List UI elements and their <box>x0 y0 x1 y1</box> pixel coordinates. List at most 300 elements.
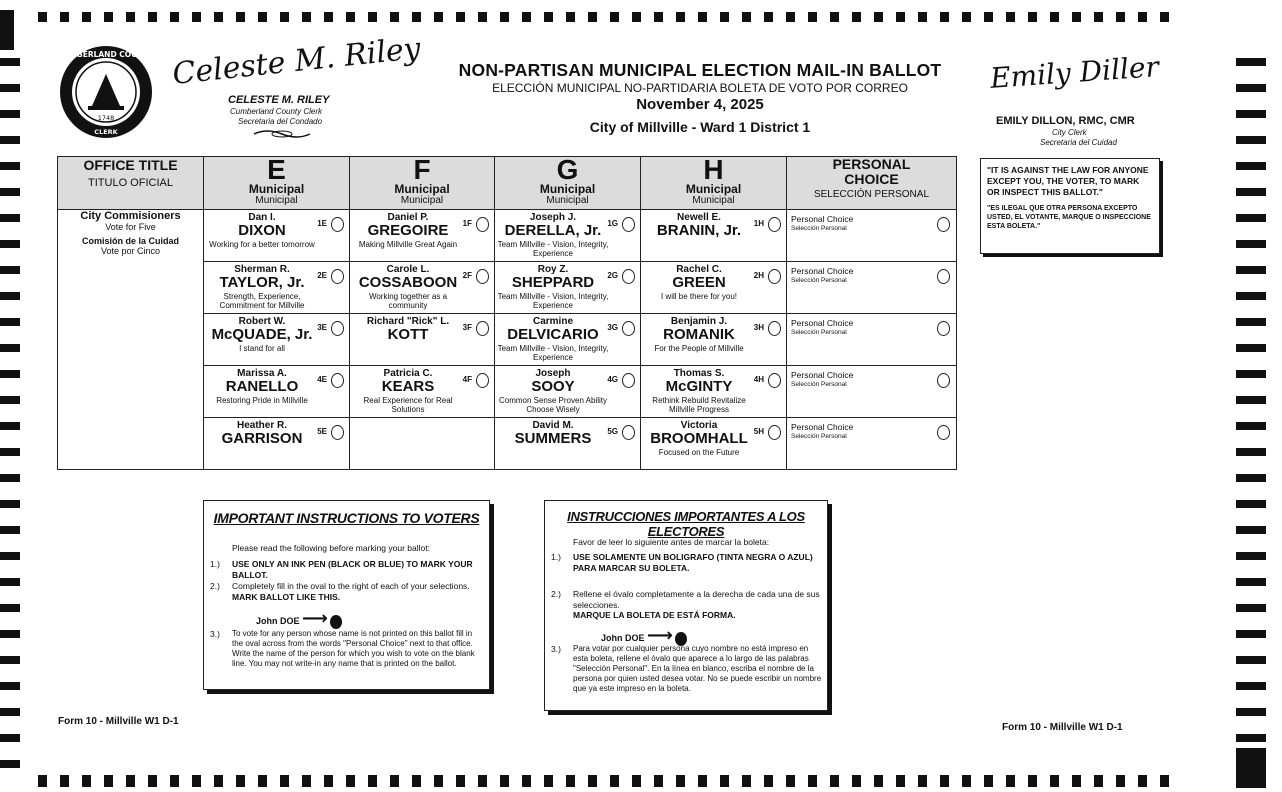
timing-mark <box>104 12 113 22</box>
timing-mark <box>302 775 311 787</box>
ballot-title-block <box>425 60 975 135</box>
timing-mark <box>170 12 179 22</box>
timing-mark <box>0 578 20 586</box>
timing-mark <box>456 775 465 787</box>
column-label-es: Municipal <box>546 195 589 206</box>
empty-cell <box>350 418 495 470</box>
timing-mark <box>1236 162 1266 170</box>
candidate-first-name: Daniel P. <box>387 212 429 223</box>
candidate-code: 5E <box>317 427 327 436</box>
instructions-title: IMPORTANT INSTRUCTIONS TO VOTERS <box>213 510 480 526</box>
ballot-subtitle-es: ELECCIÓN MUNICIPAL NO-PARTIDARIA BOLETA DE VOTO POR CORREO <box>492 81 908 95</box>
vote-oval[interactable] <box>768 425 781 440</box>
instructions-spanish <box>544 500 828 711</box>
timing-mark <box>0 58 20 66</box>
vote-oval[interactable] <box>476 217 489 232</box>
vote-oval[interactable] <box>476 321 489 336</box>
instruction-number: 3.) <box>551 644 561 654</box>
candidate-cell <box>350 210 495 262</box>
column-letter: E <box>267 154 286 185</box>
timing-mark <box>478 775 487 787</box>
timing-mark <box>0 344 20 352</box>
candidate-slogan: Working together as a community <box>368 292 448 310</box>
timing-mark <box>148 775 157 787</box>
timing-mark <box>1116 12 1125 22</box>
timing-mark <box>0 474 20 482</box>
vote-oval[interactable] <box>331 321 344 336</box>
timing-mark <box>1236 474 1266 482</box>
candidate-first-name: Victoria <box>680 420 718 431</box>
example-mark-es <box>601 625 687 646</box>
timing-mark <box>1236 344 1266 352</box>
legal-warning-es: "ES ILEGAL QUE OTRA PERSONA EXCEPTO USTED, EL VOTANTE, MARQUE O INSPECCIONE ESTA BOLETA." <box>987 205 1151 230</box>
candidate-code: 4H <box>753 375 764 384</box>
timing-mark <box>742 12 751 22</box>
candidate-first-name: Carole L. <box>386 264 430 275</box>
timing-mark <box>0 422 20 430</box>
instructions-title-es: INSTRUCCIONES IMPORTANTES A LOS ELECTORES <box>567 509 805 539</box>
timing-mark <box>1236 58 1266 66</box>
personal-choice-label: Personal Choice <box>791 318 854 328</box>
candidate-first-name: Joseph <box>535 368 571 379</box>
timing-mark <box>808 12 817 22</box>
candidate-slogan: I stand for all <box>239 344 285 353</box>
candidate-first-name: Sherman R. <box>234 264 290 275</box>
timing-mark <box>60 775 69 787</box>
timing-mark <box>0 84 20 92</box>
timing-mark <box>1236 84 1266 92</box>
column-header-f <box>350 154 495 210</box>
timing-mark <box>522 775 531 787</box>
timing-mark <box>0 656 20 664</box>
instruction-3-es: Para votar por cualquier persona cuyo nombre no está impreso en esta boleta, rellene el óvalo que aparece a lo largo de las palabras "Selección Personal". En la línea en blanco, escriba el nombre de la persona por quien usted desea votar. No se puede escribir un nombre que ya este impreso en la boleta. <box>573 644 822 693</box>
vote-oval[interactable] <box>622 321 635 336</box>
candidate-cell <box>495 366 641 418</box>
instruction-number: 3.) <box>210 629 220 639</box>
candidate-first-name: Joseph J. <box>529 212 577 223</box>
timing-mark <box>0 318 20 326</box>
candidate-code: 1E <box>317 219 327 228</box>
candidate-first-name: Thomas S. <box>673 368 725 379</box>
timing-mark <box>324 775 333 787</box>
timing-mark <box>346 12 355 22</box>
office-name-es: Comisión de la Cuidad <box>81 236 179 246</box>
timing-mark <box>280 12 289 22</box>
timing-mark <box>940 12 949 22</box>
column-label: Municipal <box>685 182 742 196</box>
vote-oval[interactable] <box>476 269 489 284</box>
timing-mark <box>258 12 267 22</box>
timing-mark <box>214 12 223 22</box>
election-date: November 4, 2025 <box>636 96 764 113</box>
candidate-last-name: SHEPPARD <box>511 274 595 291</box>
timing-mark <box>1160 12 1169 22</box>
vote-oval[interactable] <box>622 373 635 388</box>
timing-mark <box>1094 12 1103 22</box>
candidate-last-name: KEARS <box>381 378 435 395</box>
timing-mark <box>544 775 553 787</box>
timing-mark <box>192 775 201 787</box>
seal-year: 1748 <box>97 114 115 122</box>
timing-mark <box>610 775 619 787</box>
instruction-1: USE ONLY AN INK PEN (BLACK OR BLUE) TO MARK YOUR BALLOT. <box>232 559 473 580</box>
timing-mark <box>82 775 91 787</box>
timing-mark <box>302 12 311 22</box>
timing-mark <box>1236 318 1266 326</box>
timing-mark <box>544 12 553 22</box>
candidate-cell <box>641 314 787 366</box>
timing-mark <box>1236 552 1266 560</box>
instructions-intro-es: Favor de leer lo siguiente antes de marcar la boleta: <box>573 537 770 547</box>
instruction-2-es: Rellene el óvalo completamente a la derecha de cada una de sus selecciones. <box>573 589 820 610</box>
candidate-slogan: Working for a better tomorrow <box>209 240 315 249</box>
column-label: Municipal <box>394 182 450 196</box>
timing-mark <box>280 775 289 787</box>
ballot-table <box>57 156 957 470</box>
timing-mark <box>610 12 619 22</box>
timing-mark <box>1236 240 1266 248</box>
candidate-last-name: SOOY <box>531 378 575 395</box>
candidate-first-name: Marissa A. <box>237 368 287 379</box>
timing-mark <box>1072 12 1081 22</box>
timing-mark <box>0 734 20 742</box>
instructions-english <box>203 500 490 690</box>
right-clerk-title: City Clerk <box>1052 128 1087 137</box>
timing-mark <box>0 240 20 248</box>
timing-mark <box>324 12 333 22</box>
timing-mark <box>0 604 20 612</box>
candidate-cell <box>641 418 787 470</box>
candidate-cell <box>641 366 787 418</box>
candidate-code: 3H <box>753 323 764 332</box>
candidate-row <box>58 210 957 262</box>
timing-mark <box>1028 775 1037 787</box>
column-label-es: Municipal <box>400 195 444 206</box>
candidate-last-name: McGINTY <box>665 378 733 395</box>
candidate-slogan: Restoring Pride in Millville <box>216 396 308 405</box>
header-row <box>58 157 957 210</box>
instruction-2-mark-es: MARQUE LA BOLETA DE ESTÁ FORMA. <box>573 610 736 620</box>
candidate-cell <box>641 210 787 262</box>
personal-choice-oval[interactable] <box>937 217 950 232</box>
candidate-slogan: Real Experience for Real Solutions <box>363 396 453 414</box>
candidate-code: 4G <box>607 375 618 384</box>
timing-mark <box>126 775 135 787</box>
timing-mark <box>1236 656 1266 664</box>
candidate-cell <box>641 262 787 314</box>
instruction-number: 2.) <box>210 581 220 591</box>
personal-choice-label: Personal Choice <box>791 214 854 224</box>
instruction-2: Completely fill in the oval to the right of each of your selections. <box>232 581 470 591</box>
personal-choice-header <box>787 157 957 210</box>
timing-mark <box>896 775 905 787</box>
candidate-cell <box>495 210 641 262</box>
clerk-flourish <box>252 128 312 140</box>
timing-mark <box>1236 578 1266 586</box>
timing-mark <box>720 775 729 787</box>
candidate-first-name: Patricia C. <box>383 368 433 379</box>
instruction-number: 2.) <box>551 589 561 599</box>
personal-choice-cell <box>787 418 957 470</box>
candidate-first-name: Carmine <box>532 316 573 327</box>
instructions-intro: Please read the following before marking your ballot: <box>232 543 430 553</box>
candidate-cell <box>350 262 495 314</box>
candidate-first-name: Heather R. <box>236 420 287 431</box>
personal-choice-heading-2: CHOICE <box>844 171 899 187</box>
timing-mark <box>1028 12 1037 22</box>
timing-mark <box>0 396 20 404</box>
timing-mark <box>1236 448 1266 456</box>
timing-mark <box>368 775 377 787</box>
candidate-first-name: Benjamin J. <box>670 316 728 327</box>
candidate-first-name: Richard "Rick" L. <box>366 316 450 327</box>
timing-mark <box>874 12 883 22</box>
candidate-last-name: GREEN <box>672 274 726 291</box>
legal-warning-en: "IT IS AGAINST THE LAW FOR ANYONE EXCEPT YOU, THE VOTER, TO MARK OR INSPECT THIS BALLOT." <box>987 165 1149 197</box>
column-header-e <box>204 154 350 210</box>
timing-mark <box>104 775 113 787</box>
timing-mark <box>522 12 531 22</box>
timing-mark <box>676 775 685 787</box>
timing-mark <box>82 12 91 22</box>
personal-choice-label-es: Selección Personal <box>791 381 847 388</box>
timing-mark <box>126 12 135 22</box>
timing-mark <box>984 775 993 787</box>
vote-oval[interactable] <box>622 217 635 232</box>
timing-mark <box>764 12 773 22</box>
vote-oval[interactable] <box>768 321 781 336</box>
column-label-es: Municipal <box>692 195 735 206</box>
timing-mark <box>918 775 927 787</box>
timing-mark <box>0 110 20 118</box>
timing-mark <box>346 775 355 787</box>
vote-oval[interactable] <box>476 373 489 388</box>
timing-mark <box>258 775 267 787</box>
vote-oval[interactable] <box>622 425 635 440</box>
timing-mark <box>434 775 443 787</box>
timing-mark <box>852 12 861 22</box>
candidate-cell <box>495 314 641 366</box>
personal-choice-label-es: Selección Personal <box>791 225 847 232</box>
timing-mark <box>0 10 14 50</box>
candidate-last-name: KOTT <box>387 326 429 343</box>
timing-mark <box>962 12 971 22</box>
timing-mark <box>1006 775 1015 787</box>
timing-mark <box>0 552 20 560</box>
timing-mark <box>830 775 839 787</box>
office-title-label-es: TITULO OFICIAL <box>88 177 173 189</box>
candidate-last-name: SUMMERS <box>514 430 592 447</box>
timing-mark <box>0 188 20 196</box>
timing-mark <box>0 162 20 170</box>
candidate-last-name: DERELLA, Jr. <box>504 222 602 239</box>
left-clerk-title-es: Secretaria del Condado <box>238 117 323 126</box>
timing-mark <box>786 12 795 22</box>
timing-mark <box>940 775 949 787</box>
timing-mark <box>214 775 223 787</box>
vote-oval[interactable] <box>768 373 781 388</box>
timing-mark <box>0 136 20 144</box>
vote-oval[interactable] <box>622 269 635 284</box>
candidate-cell <box>495 418 641 470</box>
candidate-first-name: Rachel C. <box>676 264 722 275</box>
timing-mark <box>566 12 575 22</box>
personal-choice-cell <box>787 314 957 366</box>
timing-mark <box>38 775 47 787</box>
instruction-number: 1.) <box>210 559 220 569</box>
arrow-right-icon: ⟶ <box>302 608 328 628</box>
column-label: Municipal <box>248 182 305 196</box>
timing-mark <box>1236 526 1266 534</box>
office-cell <box>58 210 204 470</box>
personal-choice-cell <box>787 262 957 314</box>
instruction-3: To vote for any person whose name is not printed on this ballot fill in the oval across from the words "Personal Choice" next to that office. Write the name of the person for which you wish to vote on the blank line. You may not write-in any name that is printed on the ballot. <box>232 629 475 668</box>
example-name: John DOE <box>256 616 300 626</box>
vote-oval[interactable] <box>768 269 781 284</box>
candidate-code: 2F <box>462 271 472 280</box>
timing-mark <box>632 12 641 22</box>
timing-mark <box>654 12 663 22</box>
seal-bottom-text: CLERK <box>94 128 118 136</box>
vote-oval[interactable] <box>768 217 781 232</box>
timing-mark <box>170 775 179 787</box>
candidate-code: 3E <box>317 323 327 332</box>
timing-mark <box>566 775 575 787</box>
timing-mark <box>236 775 245 787</box>
timing-mark <box>830 12 839 22</box>
candidate-code: 1G <box>607 219 618 228</box>
candidate-first-name: Roy Z. <box>537 264 569 275</box>
candidate-cell <box>204 418 350 470</box>
timing-mark <box>742 775 751 787</box>
personal-choice-oval[interactable] <box>937 269 950 284</box>
candidate-last-name: DIXON <box>238 222 286 239</box>
personal-choice-heading-1: PERSONAL <box>832 156 911 172</box>
left-clerk-name: CELESTE M. RILEY <box>228 94 330 106</box>
personal-choice-heading-es: SELECCIÓN PERSONAL <box>813 189 930 200</box>
candidate-cell <box>204 210 350 262</box>
candidate-slogan: Team Millville - Vision, Integrity, Experience <box>497 344 609 362</box>
candidate-last-name: McQUADE, Jr. <box>211 326 313 343</box>
candidate-last-name: BROOMHALL <box>650 430 748 447</box>
timing-mark <box>1138 12 1147 22</box>
timing-mark <box>0 760 20 768</box>
candidate-slogan: Focused on the Future <box>658 448 740 457</box>
timing-mark <box>1236 110 1266 118</box>
timing-mark <box>984 12 993 22</box>
vote-oval[interactable] <box>331 217 344 232</box>
timing-mark <box>390 775 399 787</box>
timing-mark <box>1094 775 1103 787</box>
office-title-header <box>58 157 204 210</box>
timing-mark <box>1236 370 1266 378</box>
candidate-first-name: Robert W. <box>238 316 286 327</box>
instruction-2-mark-like-this: MARK BALLOT LIKE THIS. <box>232 591 341 602</box>
column-header-h <box>641 154 787 210</box>
timing-mark <box>1236 266 1266 274</box>
timing-mark <box>588 12 597 22</box>
candidate-slogan: Rethink Rebuild Revitalize Millville Progress <box>652 396 746 414</box>
candidate-last-name: BRANIN, Jr. <box>656 222 742 239</box>
candidate-slogan: Team Millville - Vision, Integrity, Experience <box>497 240 609 258</box>
personal-choice-oval[interactable] <box>937 425 950 440</box>
candidate-slogan: Strength, Experience, Commitment for Millville <box>219 292 305 310</box>
personal-choice-label: Personal Choice <box>791 266 854 276</box>
candidate-slogan: Team Millville - Vision, Integrity, Experience <box>497 292 609 310</box>
candidate-code: 1F <box>462 219 472 228</box>
candidate-cell <box>204 262 350 314</box>
office-name: City Commisioners <box>80 210 181 222</box>
candidate-last-name: RANELLO <box>225 378 299 395</box>
filled-oval-icon <box>330 615 342 629</box>
personal-choice-oval[interactable] <box>937 373 950 388</box>
timing-mark <box>0 266 20 274</box>
candidate-cell <box>495 262 641 314</box>
timing-mark <box>412 775 421 787</box>
timing-mark <box>456 12 465 22</box>
timing-mark <box>698 775 707 787</box>
personal-choice-oval[interactable] <box>937 321 950 336</box>
column-letter: H <box>703 154 724 185</box>
timing-mark <box>1236 422 1266 430</box>
candidate-first-name: David M. <box>532 420 574 431</box>
candidate-last-name: DELVICARIO <box>507 326 599 343</box>
candidate-first-name: Dan I. <box>248 212 276 223</box>
right-clerk-name: EMILY DILLON, RMC, CMR <box>996 115 1135 127</box>
candidate-cell <box>204 314 350 366</box>
example-mark <box>256 608 342 629</box>
left-clerk-signature: Celeste M. Riley <box>170 31 423 92</box>
timing-mark <box>720 12 729 22</box>
candidate-code: 5G <box>607 427 618 436</box>
timing-mark <box>874 775 883 787</box>
arrow-right-icon: ⟶ <box>647 625 673 645</box>
candidate-slogan: For the People of Millville <box>654 344 744 353</box>
instruction-1-es: USE SOLAMENTE UN BOLIGRAFO (TINTA NEGRA O AZUL) PARA MARCAR SU BOLETA. <box>573 552 813 573</box>
personal-choice-label-es: Selección Personal <box>791 329 847 336</box>
timing-mark <box>1236 292 1266 300</box>
timing-mark <box>0 292 20 300</box>
timing-mark <box>1236 708 1266 716</box>
candidate-last-name: TAYLOR, Jr. <box>219 274 305 291</box>
timing-mark <box>1236 500 1266 508</box>
instruction-number: 1.) <box>551 552 561 562</box>
seal-top-text: CUMBERLAND COUNTY <box>58 50 154 59</box>
candidate-slogan: I will be there for you! <box>660 292 738 301</box>
timing-mark <box>1236 748 1266 788</box>
right-clerk-title-es: Secretaria del Cuidad <box>1040 138 1117 147</box>
timing-mark <box>1160 775 1169 787</box>
legal-warning-box <box>980 158 1160 254</box>
timing-mark <box>1072 775 1081 787</box>
county-seal <box>58 44 154 140</box>
vote-oval[interactable] <box>331 373 344 388</box>
personal-choice-label-es: Selección Personal <box>791 277 847 284</box>
candidate-code: 2E <box>317 271 327 280</box>
personal-choice-cell <box>787 210 957 262</box>
timing-mark <box>588 775 597 787</box>
timing-mark <box>192 12 201 22</box>
personal-choice-cell <box>787 366 957 418</box>
candidate-code: 5H <box>753 427 764 436</box>
vote-oval[interactable] <box>331 269 344 284</box>
vote-oval[interactable] <box>331 425 344 440</box>
timing-mark <box>412 12 421 22</box>
column-label: Municipal <box>539 182 596 196</box>
timing-mark <box>896 12 905 22</box>
timing-mark <box>0 214 20 222</box>
office-vote-for-es: Vote por Cinco <box>100 246 161 256</box>
